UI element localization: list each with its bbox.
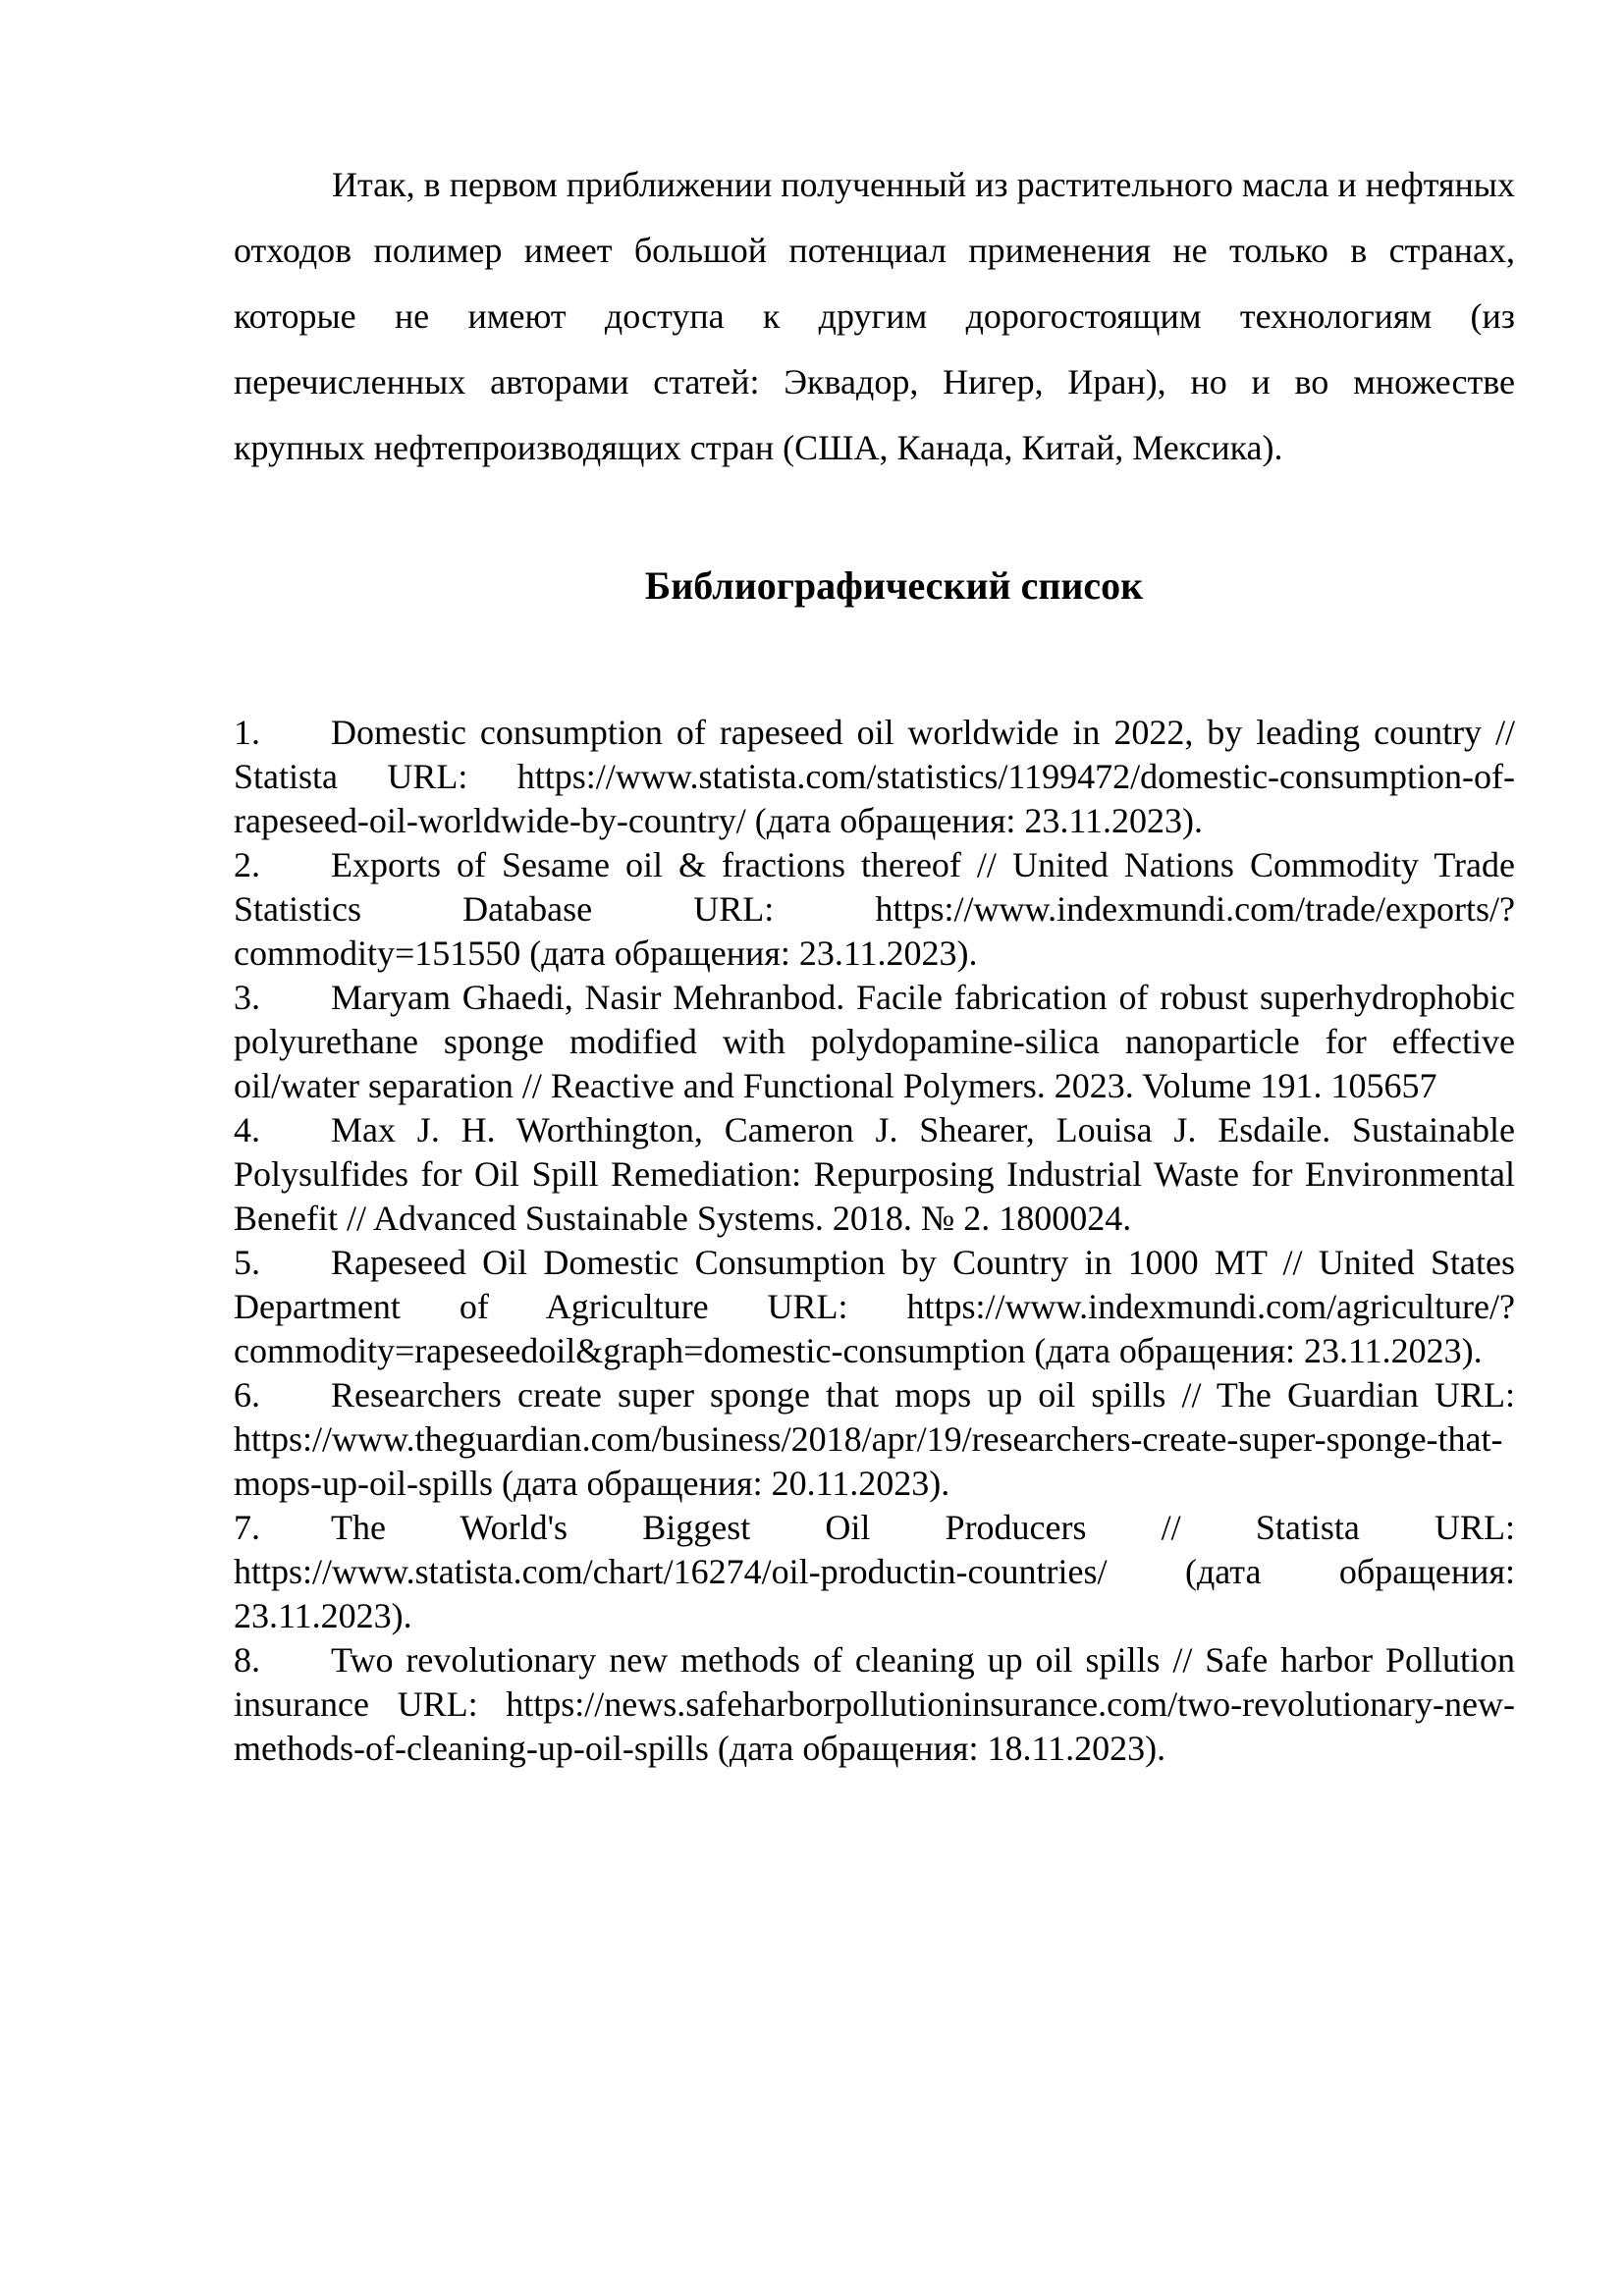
bibliography-title: Библиографический список	[644, 563, 1144, 608]
reference-text: Researchers create super sponge that mops up oil spills // The Guardian URL: https://www.theguardian.com/business/2018/apr/19/researchers-create-super-sponge-that-mops-up-oil-spills (дата обращения: 20.11.2023).	[234, 1375, 1515, 1503]
reference-number: 8.	[234, 1640, 260, 1680]
reference-number: 6.	[234, 1375, 260, 1415]
reference-number: 2.	[234, 845, 260, 884]
reference-text: Maryam Ghaedi, Nasir Mehranbod. Facile fabrication of robust superhydrophobic polyurethane sponge modified with polydopamine-silica nanoparticle for effective oil/water separation // Reactive and Functional Polymers. 2023. Volume 191. 105657	[234, 978, 1515, 1105]
reference-item-4	[234, 1108, 1515, 1241]
reference-text: Two revolutionary new methods of cleaning up oil spills // Safe harbor Pollution insurance URL: https://news.safeharborpollutioninsurance.com/two-revolutionary-new-methods-of-cleaning-up-oil-spills (дата обращения: 18.11.2023).	[234, 1640, 1515, 1768]
reference-item-3	[234, 976, 1515, 1108]
reference-item-6	[234, 1373, 1515, 1506]
reference-text: Max J. H. Worthington, Cameron J. Shearer, Louisa J. Esdaile. Sustainable Polysulfides for Oil Spill Remediation: Repurposing Industrial Waste for Environmental Benefit // Advanced Sustainable Systems. 2018. № 2. 1800024.	[234, 1110, 1515, 1238]
reference-text: Exports of Sesame oil & fractions thereof // United Nations Commodity Trade Statistics Database URL: https://www.indexmundi.com/trade/exports/?commodity=151550 (дата обращения: 23.11.2023).	[234, 845, 1515, 973]
reference-item-8	[234, 1638, 1515, 1771]
reference-item-5	[234, 1241, 1515, 1373]
reference-item-1	[234, 711, 1515, 843]
reference-number: 1.	[234, 713, 260, 752]
reference-text: Rapeseed Oil Domestic Consumption by Country in 1000 MT // United States Department of Agriculture URL: https://www.indexmundi.com/agriculture/?commodity=rapeseedoil&graph=domestic-consumption (дата обращения: 23.11.2023).	[234, 1243, 1515, 1370]
reference-item-7	[234, 1506, 1515, 1638]
reference-number: 3.	[234, 978, 260, 1017]
reference-number: 7.	[234, 1508, 260, 1547]
document-page	[234, 152, 1515, 1771]
bibliography-list	[234, 711, 1515, 1771]
reference-item-2	[234, 843, 1515, 976]
intro-paragraph: Итак, в первом приближении полученный из растительного масла и нефтяных отходов полимер имеет большой потенциал применения не только в странах, которые не имеют доступа к другим дорогостоящим технологиям (из перечисленных авторами статей: Эквадор, Нигер, Иран), но и во множестве крупных нефтепроизводящих стран (США, Канада, Китай, Мексика).	[234, 165, 1515, 467]
reference-text: The World's Biggest Oil Producers // Statista URL: https://www.statista.com/chart/16274/oil-productin-countries/ (дата обращения: 23.11.2023).	[234, 1508, 1515, 1635]
reference-number: 4.	[234, 1110, 260, 1149]
reference-text: Domestic consumption of rapeseed oil worldwide in 2022, by leading country // Statista URL: https://www.statista.com/statistics/1199472/domestic-consumption-of-rapeseed-oil-worldwide-by-country/ (дата обращения: 23.11.2023).	[234, 713, 1515, 840]
reference-number: 5.	[234, 1243, 260, 1282]
